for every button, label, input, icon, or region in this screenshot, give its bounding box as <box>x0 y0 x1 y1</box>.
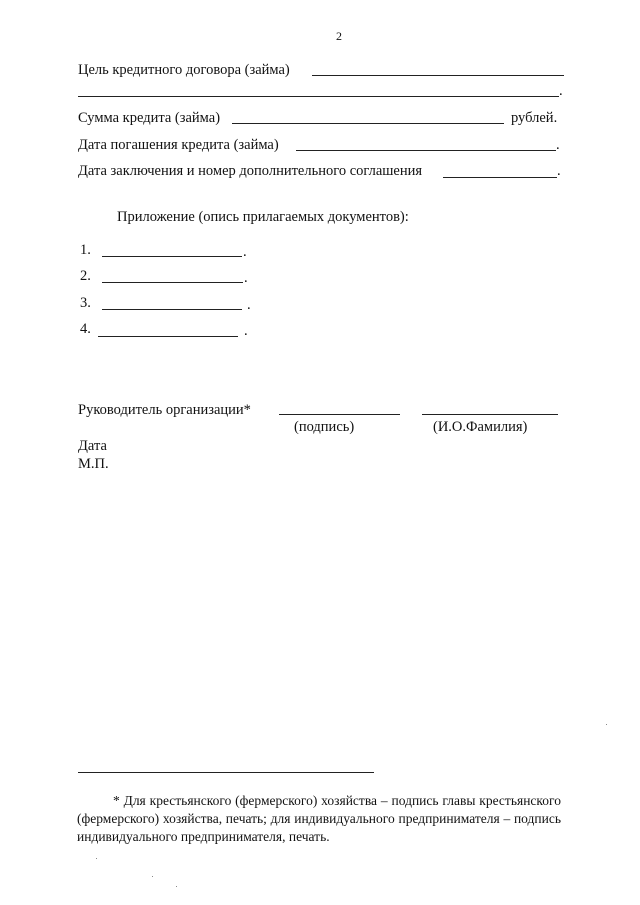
repayment-date-label: Дата погашения кредита (займа) <box>78 137 279 153</box>
signature-caption: (подпись) <box>294 419 355 435</box>
page-number: 2 <box>336 29 342 43</box>
attachment-item-line <box>102 309 242 310</box>
attachment-item-end: . <box>244 323 248 339</box>
footnote <box>77 792 561 846</box>
attachment-item-end: . <box>244 270 248 286</box>
full-name-line <box>422 414 558 415</box>
additional-agreement-input-line <box>443 177 557 178</box>
repayment-date-end: . <box>556 137 560 153</box>
scan-speck <box>152 876 153 877</box>
scan-speck <box>606 724 607 725</box>
attachment-item-line <box>102 282 243 283</box>
additional-agreement-end: . <box>557 163 561 179</box>
attachment-item-line <box>102 256 242 257</box>
scan-speck <box>96 858 97 859</box>
footnote-text: * Для крестьянского (фермерского) хозяйства – подпись главы крестьянского (фермерского) хозяйства, печать; для индивидуального предпринимателя – подпись индивидуального предпринимателя, печать. <box>77 793 561 844</box>
attachment-item-number: 2. <box>80 268 91 284</box>
footnote-separator <box>78 772 374 773</box>
attachment-item-line <box>98 336 238 337</box>
purpose-label: Цель кредитного договора (займа) <box>78 62 290 78</box>
signature-line <box>279 414 400 415</box>
additional-agreement-label: Дата заключения и номер дополнительного соглашения <box>78 163 423 179</box>
repayment-date-input-line <box>296 150 556 151</box>
attachment-item-number: 3. <box>80 295 91 311</box>
attachment-item-number: 4. <box>80 321 91 337</box>
purpose-continuation-end: . <box>559 83 563 99</box>
head-of-organization-label: Руководитель организации* <box>78 402 251 418</box>
purpose-continuation-line <box>78 96 559 97</box>
amount-input-line <box>232 123 504 124</box>
purpose-input-line <box>312 75 564 76</box>
amount-unit: рублей. <box>511 110 558 126</box>
scan-speck <box>176 886 177 887</box>
attachment-item-end: . <box>247 297 251 313</box>
attachment-item-end: . <box>243 244 247 260</box>
date-label: Дата <box>78 438 107 454</box>
full-name-caption: (И.О.Фамилия) <box>433 419 528 435</box>
stamp-label: М.П. <box>78 456 109 472</box>
attachment-item-number: 1. <box>80 242 91 258</box>
attachments-heading: Приложение (опись прилагаемых документов): <box>117 209 409 225</box>
amount-label: Сумма кредита (займа) <box>78 110 221 126</box>
